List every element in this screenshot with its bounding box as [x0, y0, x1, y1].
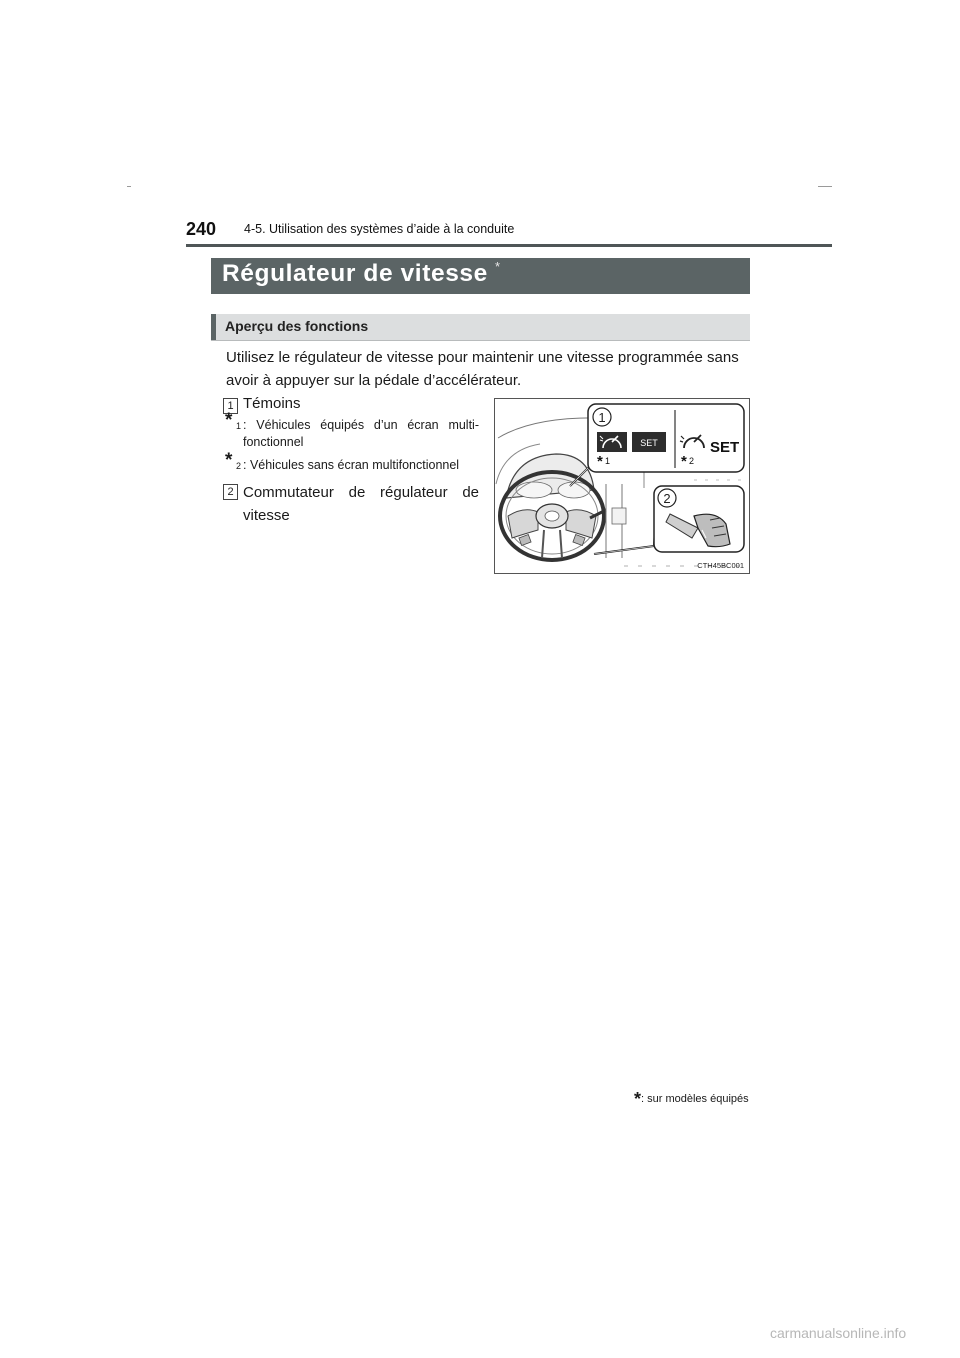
section-label: Aperçu des fonctions	[225, 318, 369, 334]
page-number: 240	[186, 219, 217, 239]
footnote-star: *	[634, 1089, 642, 1109]
header-rule	[186, 244, 832, 247]
section-accent	[211, 314, 216, 340]
note-1-star: *	[225, 410, 233, 431]
title-asterisk: *	[495, 259, 501, 274]
figure-star-2: *	[681, 453, 687, 470]
figure-star-1-sub: 1	[605, 456, 611, 466]
note-2-star: *	[225, 450, 233, 471]
note-1-text: : Véhicules équipés d’un écran multi-fonctionnel	[243, 418, 479, 449]
watermark: carmanualsonline.info	[770, 1325, 907, 1341]
note-1-sub: 1	[236, 421, 242, 431]
page-title: Régulateur de vitesse	[222, 260, 488, 287]
running-header: 4-5. Utilisation des systèmes d’aide à la conduite	[244, 222, 515, 236]
item-2-number: 2	[223, 484, 238, 500]
figure-code: CTH45BC001	[697, 561, 744, 570]
item-1-label: Témoins	[243, 395, 301, 412]
item-1-number: 1	[223, 398, 238, 414]
section-heading	[211, 314, 750, 341]
note-2-text: : Véhicules sans écran multifonctionnel	[243, 458, 460, 472]
set-small-label: SET	[640, 438, 658, 448]
footnote	[634, 1089, 749, 1110]
intro-paragraph: Utilisez le régulateur de vitesse pour maintenir une vitesse programmée sans avoir à appuyer sur la pédale d’accélérateur.	[226, 349, 739, 389]
figure-star-1: *	[597, 453, 603, 470]
title-bar	[211, 258, 750, 294]
note-2	[225, 450, 483, 474]
note-1	[225, 410, 479, 451]
cruise-control-illustration	[494, 398, 750, 574]
figure-star-2-sub: 2	[689, 456, 695, 466]
callout-1-label: 1	[598, 410, 606, 425]
crop-mark-left	[127, 186, 131, 187]
crop-mark-right	[818, 186, 832, 187]
set-large-label: SET	[710, 439, 740, 456]
footnote-text: : sur modèles équipés	[641, 1093, 749, 1105]
callout-2-label: 2	[663, 491, 671, 506]
note-2-sub: 2	[236, 461, 242, 471]
item-2-label: Commutateur de régulateur de vitesse	[243, 484, 479, 524]
illustration-svg	[494, 398, 750, 574]
